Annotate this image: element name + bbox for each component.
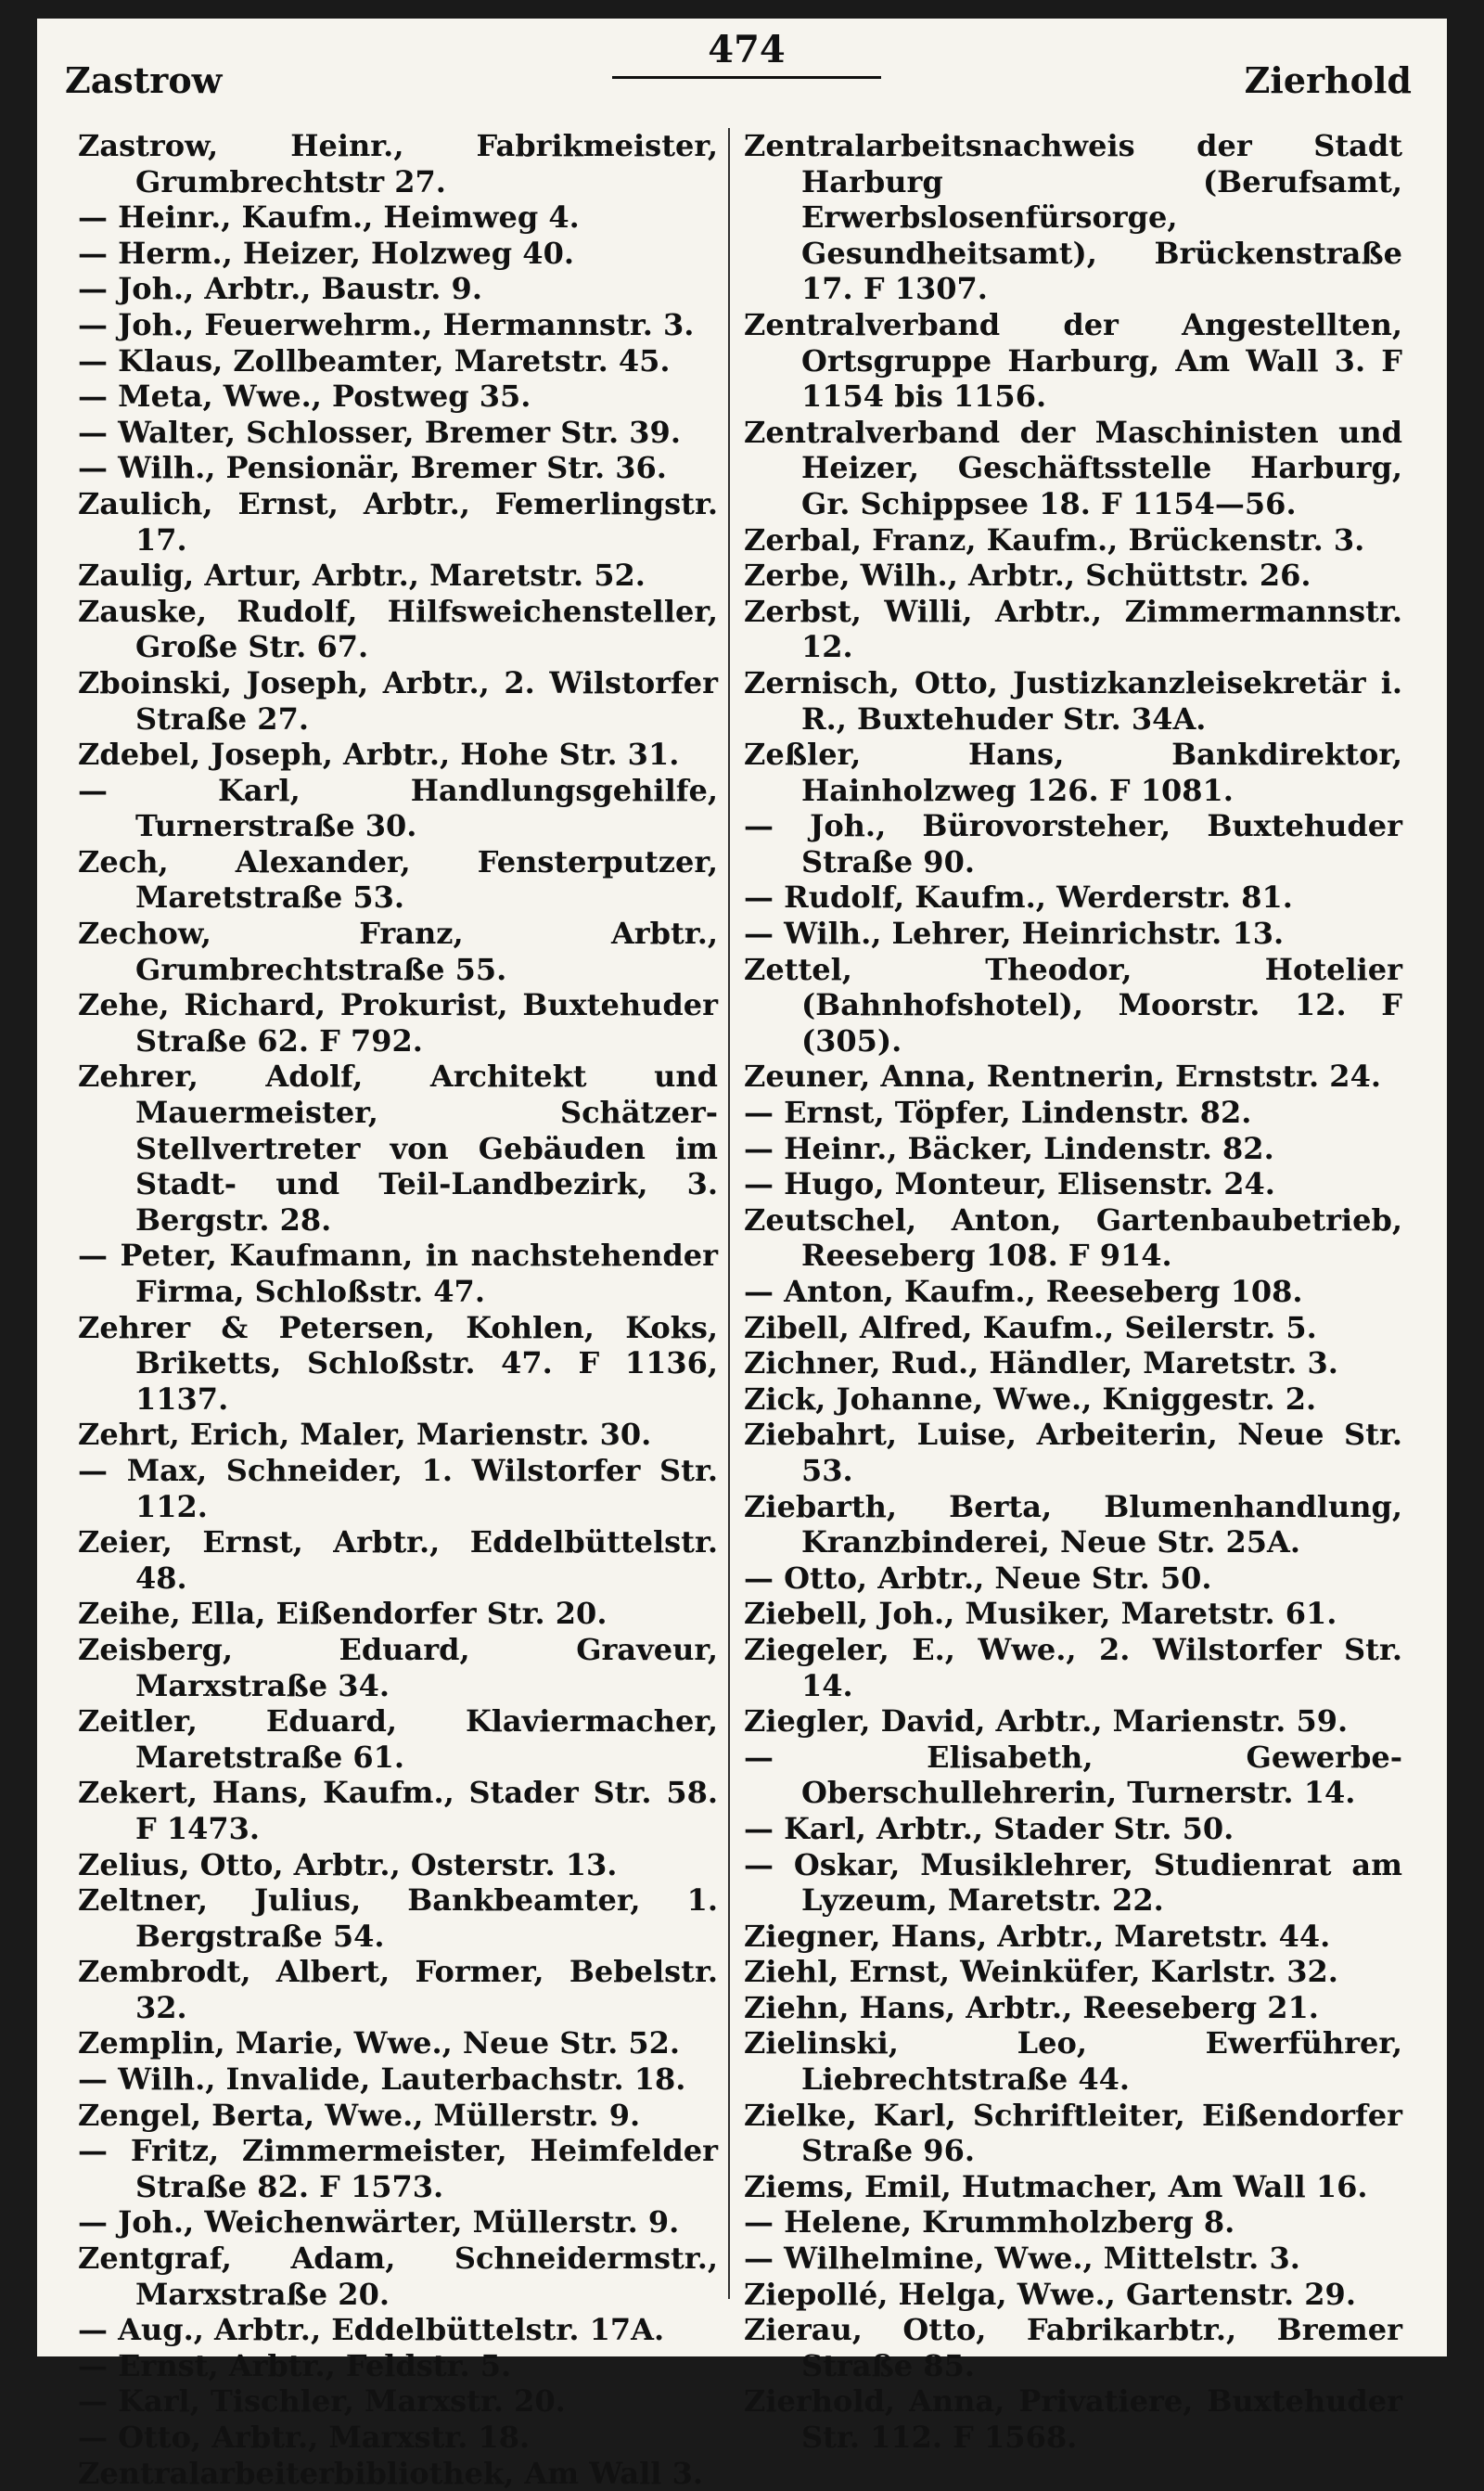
directory-entry: — Hugo, Monteur, Elisenstr. 24. [744, 1166, 1275, 1202]
directory-entry: Zeitler, Eduard, Klaviermacher, Maretstraße 61. [78, 1703, 718, 1775]
directory-entry: Zeihe, Ella, Eißendorfer Str. 20. [78, 1596, 608, 1632]
directory-entry: Zelius, Otto, Arbtr., Osterstr. 13. [78, 1846, 618, 1882]
directory-entry: Ziepollé, Helga, Wwe., Gartenstr. 29. [744, 2276, 1356, 2312]
directory-entry: Zaulig, Artur, Arbtr., Maretstr. 52. [78, 558, 646, 594]
directory-entry: Zerbal, Franz, Kaufm., Brückenstr. 3. [744, 521, 1365, 558]
directory-entry: Zehrer & Petersen, Kohlen, Koks, Briketts, Schloßstr. 47. F 1136, 1137. [78, 1309, 718, 1417]
directory-entry: Zastrow, Heinr., Fabrikmeister, Grumbrechtstr 27. [78, 128, 718, 199]
directory-entry: — Ernst, Töpfer, Lindenstr. 82. [744, 1095, 1252, 1131]
directory-entry: — Ernst, Arbtr., Feldstr. 5. [78, 2347, 512, 2383]
directory-entry: Zentralverband der Maschinisten und Heizer, Geschäftsstelle Harburg, Gr. Schippsee 18. F 1154—56. [744, 414, 1402, 521]
directory-entry: Zengel, Berta, Wwe., Müllerstr. 9. [78, 2097, 641, 2133]
directory-entry: Zettel, Theodor, Hotelier (Bahnhofshotel), Moorstr. 12. F (305). [744, 951, 1402, 1059]
directory-entry: Ziehn, Hans, Arbtr., Reeseberg 21. [744, 1989, 1319, 2025]
directory-entry: Ziehl, Ernst, Weinküfer, Karlstr. 32. [744, 1954, 1338, 1990]
directory-entry: — Otto, Arbtr., Neue Str. 50. [744, 1560, 1212, 1596]
directory-entry: — Joh., Arbtr., Baustr. 9. [78, 271, 482, 307]
directory-page [37, 19, 1447, 2491]
directory-entry: Ziebahrt, Luise, Arbeiterin, Neue Str. 53. [744, 1417, 1402, 1488]
directory-entry: Zielke, Karl, Schriftleiter, Eißendorfer Straße 96. [744, 2097, 1402, 2169]
directory-entry: Ziebarth, Berta, Blumenhandlung, Kranzbinderei, Neue Str. 25A. [744, 1488, 1402, 1560]
directory-entry: — Walter, Schlosser, Bremer Str. 39. [78, 414, 681, 450]
directory-entry: Zech, Alexander, Fensterputzer, Maretstraße 53. [78, 843, 718, 916]
header-first-entry: Zastrow [65, 59, 223, 101]
directory-entry: Ziebell, Joh., Musiker, Maretstr. 61. [744, 1596, 1337, 1632]
directory-entry: — Klaus, Zollbeamter, Maretstr. 45. [78, 342, 671, 379]
directory-entry: Zechow, Franz, Arbtr., Grumbrechtstraße 55. [78, 916, 718, 987]
directory-entry: Zdebel, Joseph, Arbtr., Hohe Str. 31. [78, 737, 680, 773]
directory-entry: — Elisabeth, Gewerbe-Oberschullehrerin, Turnerstr. 14. [744, 1739, 1402, 1811]
directory-entry: Ziems, Emil, Hutmacher, Am Wall 16. [744, 2168, 1368, 2204]
directory-entry: Zeßler, Hans, Bankdirektor, Hainholzweg 126. F 1081. [744, 737, 1402, 808]
directory-entry: Zehrer, Adolf, Architekt und Mauermeister, Schätzer-Stellvertreter von Gebäuden im Stadt- und Teil-Landbezirk, 3. Bergstr. 28. [78, 1059, 718, 1238]
column-divider [728, 128, 730, 2299]
directory-entry: Zeisberg, Eduard, Graveur, Marxstraße 34. [78, 1631, 718, 1703]
directory-entry: Zierau, Otto, Fabrikarbtr., Bremer Straße 85. [744, 2312, 1402, 2383]
directory-entry: — Meta, Wwe., Postweg 35. [78, 379, 531, 415]
directory-entry: Zeltner, Julius, Bankbeamter, 1. Bergstraße 54. [78, 1882, 718, 1954]
directory-entry: — Wilh., Invalide, Lauterbachstr. 18. [78, 2061, 686, 2098]
directory-entry: Ziegeler, E., Wwe., 2. Wilstorfer Str. 14. [744, 1631, 1402, 1703]
directory-entry: Zerbe, Wilh., Arbtr., Schüttstr. 26. [744, 558, 1311, 594]
directory-entry: Zichner, Rud., Händler, Maretstr. 3. [744, 1345, 1338, 1381]
directory-entry: — Oskar, Musiklehrer, Studienrat am Lyzeum, Maretstr. 22. [744, 1846, 1402, 1919]
directory-entry: Zaulich, Ernst, Arbtr., Femerlingstr. 17. [78, 485, 718, 558]
directory-entry: Zentralverband der Angestellten, Ortsgruppe Harburg, Am Wall 3. F 1154 bis 1156. [744, 306, 1402, 415]
directory-entry: Zentralarbeiterbibliothek, Am Wall 3. [78, 2455, 703, 2491]
page-number: 474 [708, 28, 786, 71]
directory-entry: — Helene, Krummholzberg 8. [744, 2204, 1235, 2241]
directory-entry: Zernisch, Otto, Justizkanzleisekretär i. R., Buxtehuder Str. 34A. [744, 664, 1402, 737]
directory-entry: Zeuner, Anna, Rentnerin, Ernststr. 24. [744, 1059, 1381, 1095]
directory-entry: — Otto, Arbtr., Marxstr. 18. [78, 2420, 531, 2455]
directory-entry: Zick, Johanne, Wwe., Kniggestr. 2. [744, 1380, 1317, 1417]
directory-entry: Zentralarbeitsnachweis der Stadt Harburg (Berufsamt, Erwerbslosenfürsorge, Gesundheitsamt), Brückenstraße 17. F 1307. [744, 128, 1402, 307]
directory-entry: — Heinr., Bäcker, Lindenstr. 82. [744, 1130, 1274, 1166]
directory-entry: — Heinr., Kaufm., Heimweg 4. [78, 199, 580, 236]
directory-entry: Zehe, Richard, Prokurist, Buxtehuder Straße 62. F 792. [78, 987, 718, 1059]
directory-entry: — Rudolf, Kaufm., Werderstr. 81. [744, 880, 1293, 916]
directory-entry: — Wilh., Pensionär, Bremer Str. 36. [78, 450, 667, 486]
directory-entry: — Peter, Kaufmann, in nachstehender Firma, Schloßstr. 47. [78, 1238, 718, 1309]
directory-entry: — Max, Schneider, 1. Wilstorfer Str. 112. [78, 1452, 718, 1524]
page-header [37, 19, 1447, 121]
directory-entry: Zielinski, Leo, Ewerführer, Liebrechtstraße 44. [744, 2025, 1402, 2098]
directory-entry: — Wilh., Lehrer, Heinrichstr. 13. [744, 916, 1285, 952]
left-column [78, 128, 718, 2491]
header-last-entry: Zierhold [1244, 59, 1412, 101]
directory-entry: Zemplin, Marie, Wwe., Neue Str. 52. [78, 2025, 681, 2061]
directory-entry: Zeutschel, Anton, Gartenbaubetrieb, Reeseberg 108. F 914. [744, 1201, 1402, 1274]
directory-entry: — Wilhelmine, Wwe., Mittelstr. 3. [744, 2241, 1300, 2277]
directory-entry: Zibell, Alfred, Kaufm., Seilerstr. 5. [744, 1309, 1317, 1345]
right-column [744, 128, 1402, 2456]
directory-entry: Zentgraf, Adam, Schneidermstr., Marxstraße 20. [78, 2241, 718, 2312]
directory-entry: Zehrt, Erich, Maler, Marienstr. 30. [78, 1417, 652, 1453]
directory-entry: Ziegler, David, Arbtr., Marienstr. 59. [744, 1703, 1349, 1740]
directory-entry: Zerbst, Willi, Arbtr., Zimmermannstr. 12. [744, 593, 1402, 665]
directory-entry: — Anton, Kaufm., Reeseberg 108. [744, 1274, 1303, 1309]
directory-entry: Zekert, Hans, Kaufm., Stader Str. 58. F 1473. [78, 1775, 718, 1846]
directory-entry: Zauske, Rudolf, Hilfsweichensteller, Große Str. 67. [78, 593, 718, 665]
directory-entry: Zembrodt, Albert, Former, Bebelstr. 32. [78, 1954, 718, 2025]
directory-entry: — Karl, Arbtr., Stader Str. 50. [744, 1810, 1235, 1846]
directory-entry: Zeier, Ernst, Arbtr., Eddelbüttelstr. 48. [78, 1524, 718, 1596]
directory-entry: — Fritz, Zimmermeister, Heimfelder Straße 82. F 1573. [78, 2133, 718, 2204]
directory-entry: — Joh., Weichenwärter, Müllerstr. 9. [78, 2204, 680, 2241]
directory-entry: Zierhold, Anna, Privatiere, Buxtehuder Str. 112. F 1568. [744, 2383, 1402, 2455]
header-rule [612, 76, 881, 79]
directory-entry: — Herm., Heizer, Holzweg 40. [78, 235, 574, 271]
directory-entry: — Aug., Arbtr., Eddelbüttelstr. 17A. [78, 2312, 665, 2348]
directory-entry: — Joh., Bürovorsteher, Buxtehuder Straße 90. [744, 808, 1402, 880]
directory-entry: — Karl, Tischler, Marxstr. 20. [78, 2383, 566, 2420]
directory-entry: — Joh., Feuerwehrm., Hermannstr. 3. [78, 306, 695, 342]
directory-entry: Zboinski, Joseph, Arbtr., 2. Wilstorfer Straße 27. [78, 664, 718, 737]
directory-entry: Ziegner, Hans, Arbtr., Maretstr. 44. [744, 1918, 1331, 1954]
directory-entry: — Karl, Handlungsgehilfe, Turnerstraße 30. [78, 772, 718, 844]
